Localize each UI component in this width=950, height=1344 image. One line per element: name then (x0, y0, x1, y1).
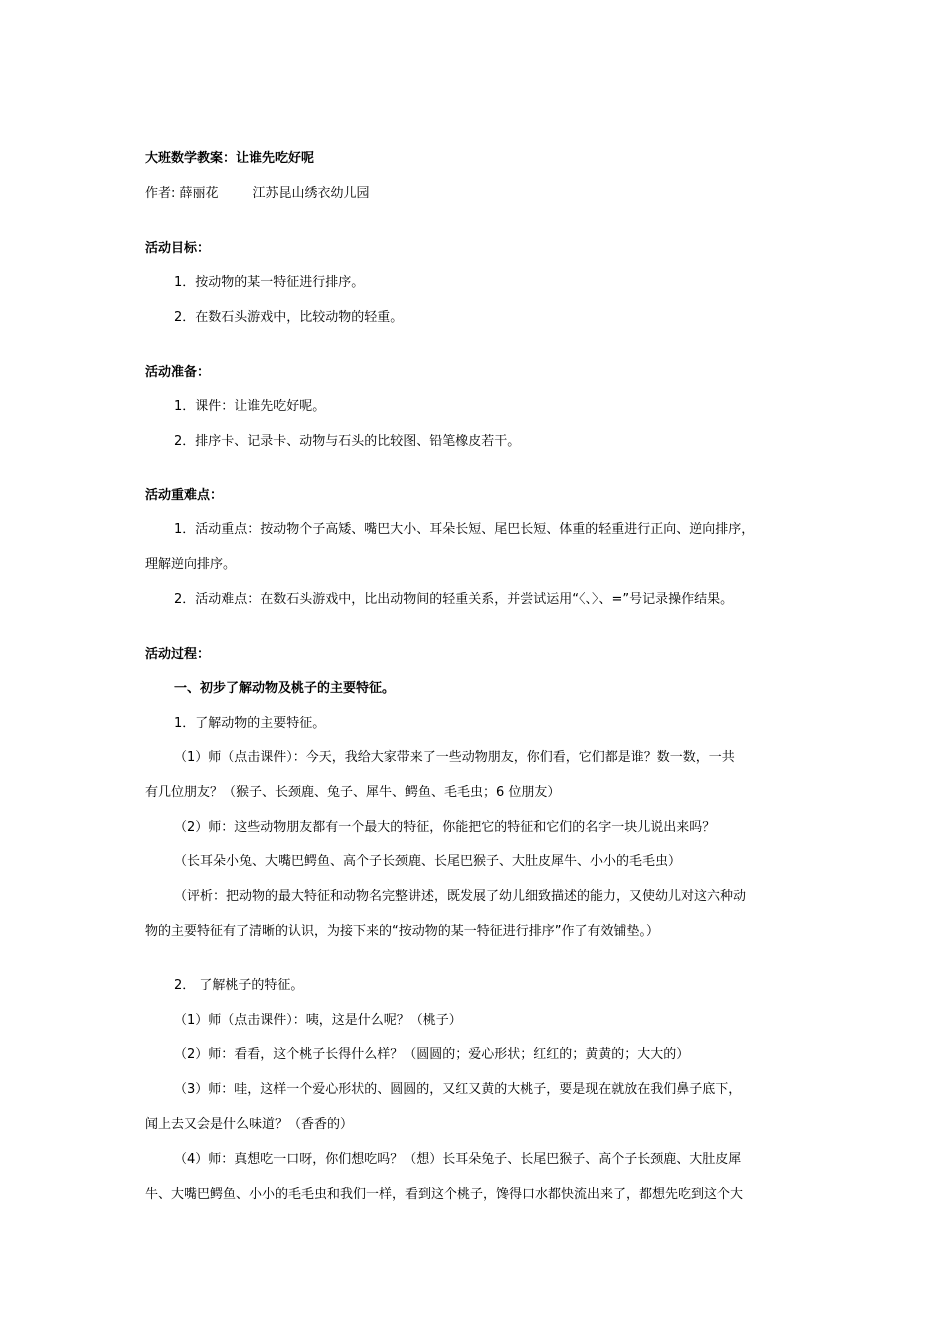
paragraph-line: 牛、大嘴巴鳄鱼、小小的毛毛虫和我们一样，看到这个桃子，馋得口水都快流出来了，都想先吃到这个大 (145, 1187, 744, 1202)
school-name: 江苏昆山绣衣幼儿园 (252, 186, 370, 201)
paragraph-line: （2）师：看看，这个桃子长得什么样？（圆圆的；爱心形状；红红的；黄黄的；大大的） (174, 1047, 690, 1062)
preparation-item: 1．课件：让谁先吃好呢。 (174, 399, 326, 414)
paragraph-line: （长耳朵小兔、大嘴巴鳄鱼、高个子长颈鹿、长尾巴猴子、大肚皮犀牛、小小的毛毛虫） (174, 854, 682, 869)
step-heading: 1．了解动物的主要特征。 (174, 716, 326, 731)
goal-item: 2．在数石头游戏中，比较动物的轻重。 (174, 310, 404, 325)
key-point-text: 1．活动重点：按动物个子高矮、嘴巴大小、耳朵长短、尾巴长短、体重的轻重进行正向、逆向排序， (174, 522, 755, 537)
section-heading: 一、初步了解动物及桃子的主要特征。 (174, 681, 396, 696)
step-heading: 2． 了解桃子的特征。 (174, 978, 304, 993)
paragraph-line: （2）师：这些动物朋友都有一个最大的特征，你能把它的特征和它们的名字一块儿说出来吗？ (174, 820, 716, 835)
paragraph-line: 有几位朋友？（猴子、长颈鹿、兔子、犀牛、鳄鱼、毛毛虫；6 位朋友） (145, 785, 561, 800)
goal-item: 1．按动物的某一特征进行排序。 (174, 275, 365, 290)
paragraph-line: 闻上去又会是什么味道？（香香的） (145, 1117, 354, 1132)
preparation-item: 2．排序卡、记录卡、动物与石头的比较图、铅笔橡皮若干。 (174, 434, 521, 449)
paragraph-line: （4）师：真想吃一口呀，你们想吃吗？（想）长耳朵兔子、长尾巴猴子、高个子长颈鹿、大肚皮犀 (174, 1152, 742, 1167)
paragraph-line: （1）师（点击课件）：咦，这是什么呢？（桃子） (174, 1013, 462, 1028)
goals-heading: 活动目标： (145, 241, 211, 256)
document-title: 大班数学教案：让谁先吃好呢 (145, 151, 315, 166)
process-heading: 活动过程： (145, 647, 211, 662)
author-line (145, 185, 370, 203)
paragraph-line: 物的主要特征有了清晰的认识，为接下来的“按动物的某一特征进行排序”作了有效铺垫。） (145, 924, 659, 939)
author-name: 作者: 薛丽花 (145, 186, 219, 201)
preparation-heading: 活动准备： (145, 365, 211, 380)
key-points-heading: 活动重难点： (145, 488, 224, 503)
paragraph-line: （3）师：哇，这样一个爱心形状的、圆圆的，又红又黄的大桃子，要是现在就放在我们鼻子底下， (174, 1082, 742, 1097)
difficult-point-text: 2．活动难点：在数石头游戏中，比出动物间的轻重关系，并尝试运用“〈、〉、=”号记录操作结果。 (174, 592, 734, 607)
paragraph-line: （评析：把动物的最大特征和动物名完整讲述，既发展了幼儿细致描述的能力，又使幼儿对这六种动 (174, 889, 747, 904)
key-point-text: 理解逆向排序。 (145, 557, 237, 572)
paragraph-line: （1）师（点击课件）：今天，我给大家带来了一些动物朋友，你们看，它们都是谁？数一数，一共 (174, 750, 735, 765)
